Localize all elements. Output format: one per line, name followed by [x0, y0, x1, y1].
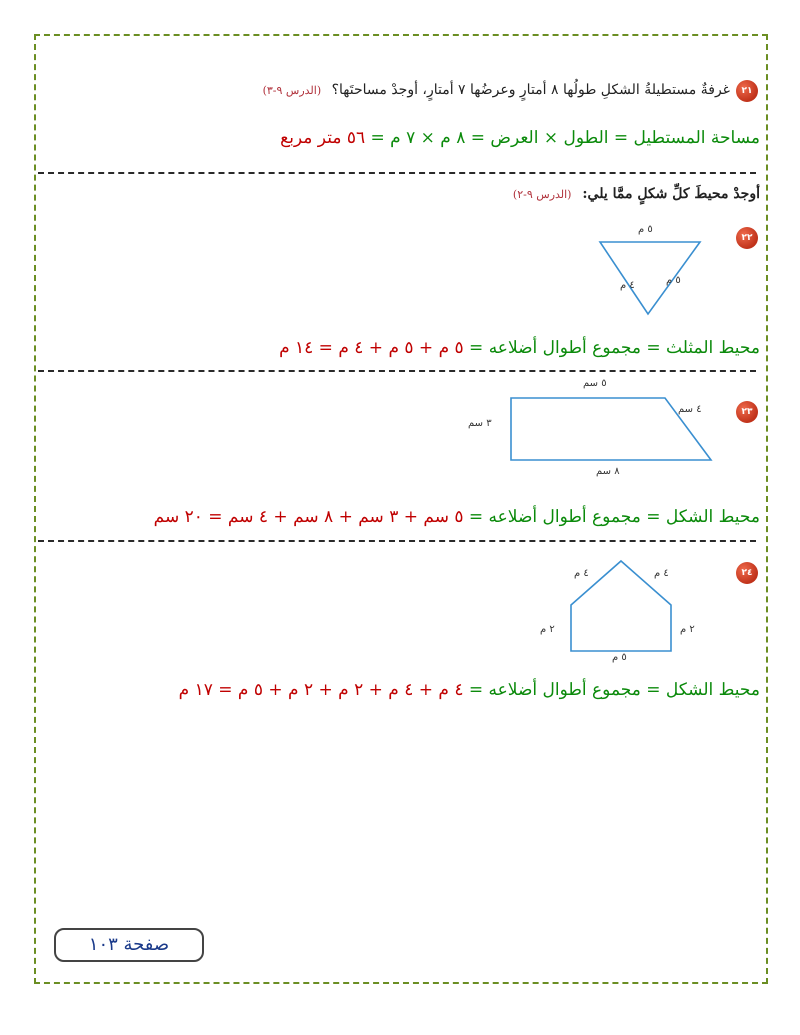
answer-22-label: محيط المثلث = مجموع أطوال أضلاعه =: [463, 338, 760, 358]
answer-24: [179, 680, 760, 700]
triangle-top-label: ٥ م: [638, 224, 653, 235]
triangle-shape: [600, 242, 700, 314]
separator-2: [38, 370, 756, 372]
triangle-figure: [590, 228, 710, 324]
question-21-statement: غرفةٌ مستطيلةُ الشكلِ طولُها ٨ أمتارٍ وعرضُها ٧ أمتارٍ، أوجدْ مساحتَها؟: [331, 82, 730, 98]
trapezoid-bottom-label: ٨ سم: [596, 466, 620, 477]
answer-23: [154, 507, 760, 527]
question-number-24: ٢٤: [736, 562, 758, 584]
pentagon-right-label: ٢ م: [680, 624, 695, 635]
answer-24-label: محيط الشكل = مجموع أطوال أضلاعه =: [463, 680, 760, 700]
trapezoid-top-label: ٥ سم: [583, 378, 607, 389]
answer-21-label: مساحة المستطيل = الطول × العرض = ٨ م × ٧ م =: [365, 128, 760, 148]
question-number-21: ٢١: [736, 80, 758, 102]
lesson-ref-21: (الدرس ٩-٣): [262, 84, 322, 97]
pentagon-bottom-label: ٥ م: [612, 652, 627, 663]
instruction-statement: أوجدْ محيطَ كلِّ شكلٍ ممَّا يلي:: [582, 186, 760, 202]
answer-23-label: محيط الشكل = مجموع أطوال أضلاعه =: [463, 507, 760, 527]
pentagon-left-label: ٢ م: [540, 624, 555, 635]
trapezoid-figure: [505, 390, 720, 465]
separator-3: [38, 540, 756, 542]
answer-24-value: ٤ م + ٤ م + ٢ م + ٢ م + ٥ م = ١٧ م: [178, 680, 464, 700]
pentagon-top-left-label: ٤ م: [574, 568, 589, 579]
triangle-left-label: ٤ م: [620, 280, 635, 291]
answer-23-value: ٥ سم + ٣ سم + ٨ سم + ٤ سم = ٢٠ سم: [153, 507, 464, 527]
answer-21-value: ٥٦ متر مربع: [280, 128, 366, 148]
triangle-right-label: ٥ م: [666, 275, 681, 286]
pentagon-top-right-label: ٤ م: [654, 568, 669, 579]
instruction-text: [513, 186, 760, 202]
answer-22: [279, 338, 760, 358]
answer-22-value: ٥ م + ٥ م + ٤ م = ١٤ م: [279, 338, 464, 358]
trapezoid-slant-label: ٤ سم: [678, 404, 702, 415]
lesson-ref-instruction: (الدرس ٩-٢): [512, 188, 572, 201]
question-21-text: [263, 82, 730, 98]
trapezoid-left-label: ٣ سم: [468, 418, 492, 429]
question-number-23: ٢٣: [736, 401, 758, 423]
answer-21: [280, 128, 760, 148]
question-number-22: ٢٢: [736, 227, 758, 249]
page-number-badge: صفحة ١٠٣: [54, 928, 204, 962]
separator-1: [38, 172, 756, 174]
